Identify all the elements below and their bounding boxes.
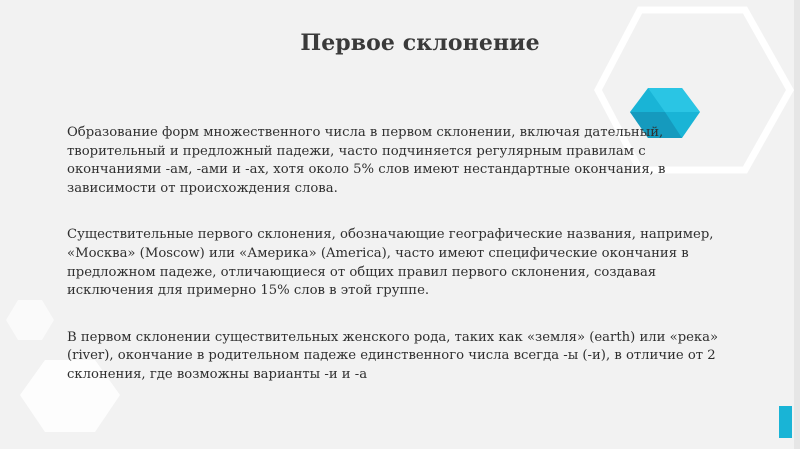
accent-bar xyxy=(779,406,792,438)
hexagon-faint-small xyxy=(6,300,54,340)
paragraph-2: Существительные первого склонения, обозначающие географические названия, например, «Москва» (Moscow) или «Америка» (America), часто имеют специфические окончания в предложном падеже, отличающиеся от общих правил первого склонения, создавая исключения для примерно 15% слов в этой группе. xyxy=(67,227,714,299)
paragraph-3: В первом склонении существительных женского рода, таких как «земля» (earth) или «река» (river), окончание в родительном падеже единственного числа всегда -ы (-и), в отличие от 2 склонения, где возможны варианты -и и -а xyxy=(67,329,719,382)
slide-title: Первое склонение xyxy=(300,30,540,56)
slide-edge xyxy=(794,0,800,449)
slide-body xyxy=(67,124,743,385)
paragraph-1: Образование форм множественного числа в первом склонении, включая дательный, творительный и предложный падежи, часто подчиняется регулярным правилам с окончаниями -ам, -ами и -ах, хотя около 5% слов имеют нестандартные окончания, в зависимости от происхождения слова. xyxy=(67,125,666,196)
